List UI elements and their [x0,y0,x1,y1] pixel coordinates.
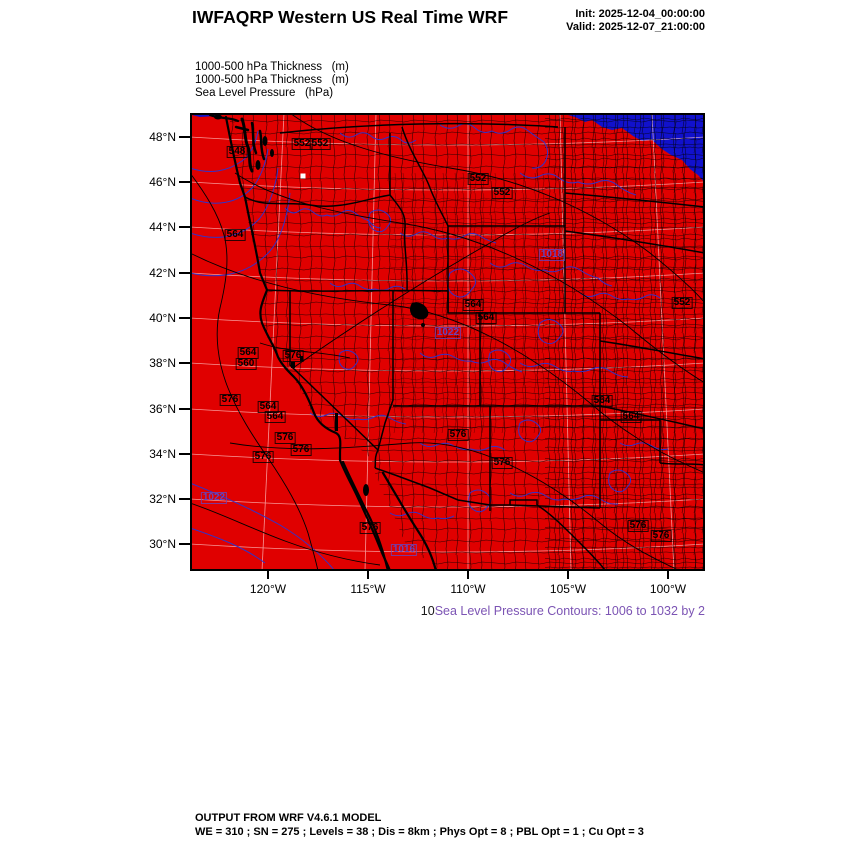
thickness-label: 552 [673,297,691,308]
slp-label: 1018 [540,249,564,260]
slp-contour-note: Sea Level Pressure Contours: 1006 to 1032 by 2 [434,604,705,618]
lat-tick-label: 40°N [149,311,176,325]
lon-tick-mark [267,571,269,579]
thickness-label: 576 [493,457,511,468]
thickness-label: 552 [311,138,329,149]
thickness-label: 564 [226,229,244,240]
contour-note-prefix: 10 [420,604,435,618]
thickness-label: 576 [361,522,379,533]
slp-label: 1016 [392,544,416,555]
lat-tick-label: 36°N [149,402,176,416]
lat-tick-label: 42°N [149,266,176,280]
thickness-label: 548 [228,146,246,157]
model-info [195,812,644,839]
valid-time: Valid: 2025-12-07_21:00:00 [566,21,705,33]
lat-tick-mark [179,272,190,274]
thickness-label: 576 [629,520,647,531]
lat-tick-label: 46°N [149,175,176,189]
lon-tick-label: 100°W [649,582,687,596]
thickness-label: 552 [493,187,511,198]
lat-tick-label: 34°N [149,447,176,461]
thickness-label: 576 [652,530,670,541]
lat-tick-mark [179,498,190,500]
lat-tick-mark [179,408,190,410]
lon-tick-mark [667,571,669,579]
legend-line-2: 1000-500 hPa Thickness (m) [195,74,349,86]
model-info-line-1: OUTPUT FROM WRF V4.6.1 MODEL [195,812,382,824]
thickness-label: 576 [292,444,310,455]
lon-tick-mark [467,571,469,579]
lon-tick-label: 105°W [549,582,587,596]
thickness-label: 564 [239,347,257,358]
legend-line-3: Sea Level Pressure (hPa) [195,87,334,99]
lat-tick-label: 44°N [149,220,176,234]
lat-tick-label: 32°N [149,492,176,506]
lat-tick-label: 48°N [149,130,176,144]
lat-tick-mark [179,453,190,455]
station-marker [301,174,306,179]
thickness-label: 564 [266,411,284,422]
page-title: IWFAQRP Western US Real Time WRF [191,7,509,27]
lon-tick-mark [567,571,569,579]
thickness-label: 564 [622,411,640,422]
thickness-label: 576 [276,432,294,443]
thickness-label: 552 [469,173,487,184]
thickness-label: 576 [449,429,467,440]
thickness-label: 560 [237,358,255,369]
legend-line-1: 1000-500 hPa Thickness (m) [195,61,349,73]
lat-tick-mark [179,317,190,319]
thickness-label: 564 [477,312,495,323]
lon-tick-label: 115°W [350,582,386,596]
field-legend [195,61,349,100]
lon-tick-mark [367,571,369,579]
init-time: Init: 2025-12-04_00:00:00 [575,8,705,20]
thickness-label: 552 [293,138,311,149]
lat-tick-label: 30°N [149,537,176,551]
thickness-label: 576 [254,451,272,462]
lat-tick-mark [179,181,190,183]
thickness-label: 564 [259,401,277,412]
thickness-label: 576 [284,350,302,361]
thickness-label: 576 [221,394,239,405]
slp-label: 1022 [202,492,226,503]
thickness-label: 564 [464,299,482,310]
run-times [566,8,705,34]
weather-map [190,113,705,571]
slp-label: 1022 [436,327,460,338]
lat-tick-mark [179,136,190,138]
contour-note [421,604,705,618]
thickness-label: 564 [593,395,611,406]
lat-tick-mark [179,543,190,545]
model-info-line-2: WE = 310 ; SN = 275 ; Levels = 38 ; Dis = 8km ; Phys Opt = 8 ; PBL Opt = 1 ; Cu Opt = 3 [195,825,644,838]
lat-tick-mark [179,362,190,364]
lon-tick-label: 110°W [450,582,486,596]
lat-tick-label: 38°N [149,356,176,370]
lat-tick-mark [179,226,190,228]
map-canvas [190,113,705,571]
lon-tick-label: 120°W [249,582,287,596]
